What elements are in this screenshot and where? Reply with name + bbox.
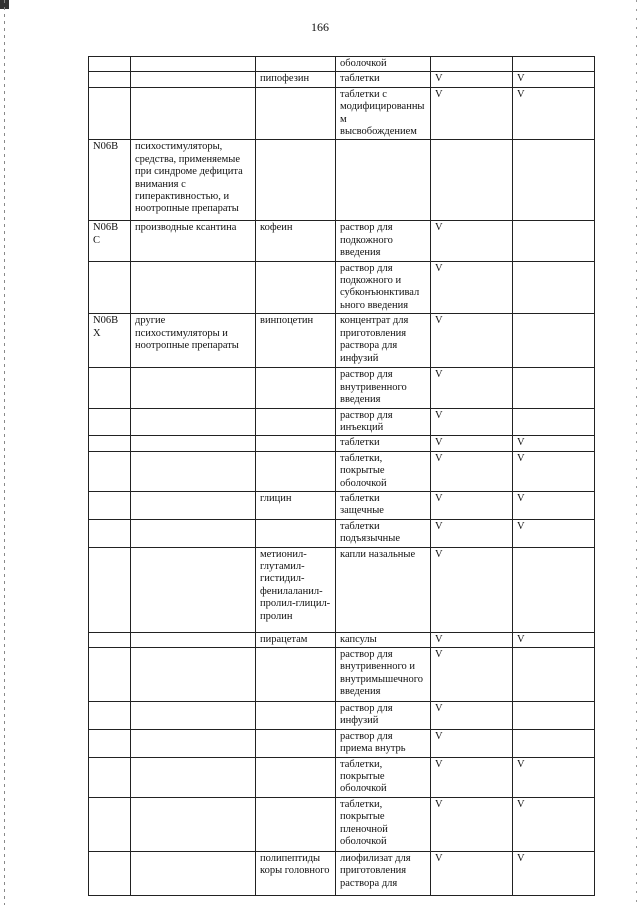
drug-name-cell bbox=[256, 647, 336, 701]
group-cell bbox=[131, 632, 256, 647]
mark-cell-5: V bbox=[431, 797, 513, 851]
dosage-form-cell: таблетки bbox=[336, 72, 431, 87]
drug-name-cell bbox=[256, 797, 336, 851]
mark-cell-6 bbox=[513, 647, 595, 701]
dosage-form-cell: таблетки bbox=[336, 436, 431, 451]
atc-code-cell: N06B bbox=[89, 140, 131, 221]
mark-cell-5: V bbox=[431, 519, 513, 547]
mark-cell-5: V bbox=[431, 261, 513, 314]
dosage-form-cell: раствор для подкожного введения bbox=[336, 221, 431, 261]
drug-name-cell: полипептиды коры головного bbox=[256, 851, 336, 895]
mark-cell-5: V bbox=[431, 491, 513, 519]
atc-code-cell bbox=[89, 436, 131, 451]
drug-name-cell bbox=[256, 140, 336, 221]
mark-cell-5: V bbox=[431, 757, 513, 797]
dosage-form-cell: лиофилизат для приготовления раствора для bbox=[336, 851, 431, 895]
drug-name-cell bbox=[256, 87, 336, 140]
group-cell bbox=[131, 451, 256, 491]
mark-cell-6: V bbox=[513, 632, 595, 647]
mark-cell-5: V bbox=[431, 72, 513, 87]
mark-cell-5: V bbox=[431, 368, 513, 408]
group-cell bbox=[131, 797, 256, 851]
drug-name-cell bbox=[256, 701, 336, 729]
table-row bbox=[89, 491, 595, 519]
mark-cell-6 bbox=[513, 314, 595, 368]
drug-name-cell: винпоцетин bbox=[256, 314, 336, 368]
drug-name-cell bbox=[256, 261, 336, 314]
atc-code-cell bbox=[89, 757, 131, 797]
mark-cell-5: V bbox=[431, 729, 513, 757]
mark-cell-5: V bbox=[431, 632, 513, 647]
group-cell bbox=[131, 729, 256, 757]
drug-name-cell bbox=[256, 408, 336, 436]
table-row bbox=[89, 368, 595, 408]
group-cell bbox=[131, 72, 256, 87]
mark-cell-5: V bbox=[431, 436, 513, 451]
group-cell bbox=[131, 491, 256, 519]
table-row bbox=[89, 701, 595, 729]
group-cell bbox=[131, 519, 256, 547]
group-cell bbox=[131, 701, 256, 729]
page-number: 166 bbox=[311, 20, 329, 34]
atc-code-cell bbox=[89, 547, 131, 632]
mark-cell-5: V bbox=[431, 408, 513, 436]
drug-name-cell: пипофезин bbox=[256, 72, 336, 87]
mark-cell-5: V bbox=[431, 87, 513, 140]
group-cell: психостимуляторы, средства, применяемые при синдроме дефицита внимания с гиперактивностью, и ноотропные препараты bbox=[131, 140, 256, 221]
atc-code-cell bbox=[89, 519, 131, 547]
table-row bbox=[89, 647, 595, 701]
atc-code-cell bbox=[89, 451, 131, 491]
atc-code-cell: N06B X bbox=[89, 314, 131, 368]
mark-cell-6 bbox=[513, 701, 595, 729]
mark-cell-6 bbox=[513, 261, 595, 314]
drug-name-cell bbox=[256, 436, 336, 451]
mark-cell-6 bbox=[513, 140, 595, 221]
table-row bbox=[89, 261, 595, 314]
mark-cell-6 bbox=[513, 408, 595, 436]
group-cell bbox=[131, 57, 256, 72]
table-row bbox=[89, 436, 595, 451]
table-row bbox=[89, 851, 595, 895]
group-cell bbox=[131, 851, 256, 895]
table-row bbox=[89, 632, 595, 647]
drug-name-cell bbox=[256, 368, 336, 408]
atc-code-cell bbox=[89, 797, 131, 851]
drug-name-cell: глицин bbox=[256, 491, 336, 519]
atc-code-cell: N06B C bbox=[89, 221, 131, 261]
mark-cell-5: V bbox=[431, 451, 513, 491]
group-cell bbox=[131, 261, 256, 314]
dosage-form-cell: таблетки подъязычные bbox=[336, 519, 431, 547]
scan-edge-right bbox=[636, 0, 637, 905]
dosage-form-cell: раствор для инфузий bbox=[336, 701, 431, 729]
table-row bbox=[89, 314, 595, 368]
drug-name-cell bbox=[256, 757, 336, 797]
mark-cell-5 bbox=[431, 57, 513, 72]
group-cell bbox=[131, 436, 256, 451]
dosage-form-cell bbox=[336, 140, 431, 221]
dosage-form-cell: капли назальные bbox=[336, 547, 431, 632]
table-row bbox=[89, 221, 595, 261]
table-row bbox=[89, 757, 595, 797]
dosage-form-cell: раствор для внутривенного введения bbox=[336, 368, 431, 408]
mark-cell-6: V bbox=[513, 851, 595, 895]
mark-cell-6 bbox=[513, 368, 595, 408]
atc-code-cell bbox=[89, 408, 131, 436]
table-row bbox=[89, 797, 595, 851]
dosage-form-cell: таблетки с модифицированны м высвобождением bbox=[336, 87, 431, 140]
atc-code-cell bbox=[89, 261, 131, 314]
group-cell bbox=[131, 547, 256, 632]
table-row bbox=[89, 72, 595, 87]
mark-cell-5 bbox=[431, 140, 513, 221]
atc-code-cell bbox=[89, 87, 131, 140]
mark-cell-6: V bbox=[513, 72, 595, 87]
group-cell bbox=[131, 87, 256, 140]
dosage-form-cell: таблетки, покрытые оболочкой bbox=[336, 757, 431, 797]
mark-cell-6: V bbox=[513, 757, 595, 797]
mark-cell-6: V bbox=[513, 87, 595, 140]
table-row bbox=[89, 408, 595, 436]
drug-name-cell: пирацетам bbox=[256, 632, 336, 647]
dosage-form-cell: раствор для подкожного и субконъюнктивал ьного введения bbox=[336, 261, 431, 314]
table-row bbox=[89, 451, 595, 491]
group-cell bbox=[131, 368, 256, 408]
mark-cell-6 bbox=[513, 729, 595, 757]
mark-cell-6: V bbox=[513, 451, 595, 491]
mark-cell-5: V bbox=[431, 851, 513, 895]
mark-cell-6 bbox=[513, 547, 595, 632]
group-cell: производные ксантина bbox=[131, 221, 256, 261]
mark-cell-5: V bbox=[431, 647, 513, 701]
atc-code-cell bbox=[89, 632, 131, 647]
mark-cell-6: V bbox=[513, 797, 595, 851]
drug-name-cell bbox=[256, 57, 336, 72]
atc-code-cell bbox=[89, 729, 131, 757]
dosage-form-cell: оболочкой bbox=[336, 57, 431, 72]
table-row bbox=[89, 87, 595, 140]
dosage-form-cell: концентрат для приготовления раствора для инфузий bbox=[336, 314, 431, 368]
mark-cell-5: V bbox=[431, 314, 513, 368]
drug-name-cell bbox=[256, 519, 336, 547]
table-row bbox=[89, 729, 595, 757]
mark-cell-5: V bbox=[431, 547, 513, 632]
mark-cell-5: V bbox=[431, 221, 513, 261]
dosage-form-cell: раствор для приема внутрь bbox=[336, 729, 431, 757]
atc-code-cell bbox=[89, 368, 131, 408]
atc-code-cell bbox=[89, 57, 131, 72]
atc-code-cell bbox=[89, 701, 131, 729]
table-row bbox=[89, 140, 595, 221]
table-row bbox=[89, 57, 595, 72]
group-cell bbox=[131, 408, 256, 436]
atc-code-cell bbox=[89, 72, 131, 87]
dosage-form-cell: таблетки, покрытые пленочной оболочкой bbox=[336, 797, 431, 851]
dosage-form-cell: таблетки, покрытые оболочкой bbox=[336, 451, 431, 491]
drug-name-cell bbox=[256, 729, 336, 757]
group-cell: другие психостимуляторы и ноотропные препараты bbox=[131, 314, 256, 368]
mark-cell-5: V bbox=[431, 701, 513, 729]
mark-cell-6 bbox=[513, 221, 595, 261]
mark-cell-6: V bbox=[513, 519, 595, 547]
group-cell bbox=[131, 757, 256, 797]
drug-table bbox=[88, 56, 595, 896]
drug-name-cell: метионил-глутамил-гистидил-фенилаланил-пролил-глицил-пролин bbox=[256, 547, 336, 632]
dosage-form-cell: капсулы bbox=[336, 632, 431, 647]
dosage-form-cell: таблетки защечные bbox=[336, 491, 431, 519]
dosage-form-cell: раствор для инъекций bbox=[336, 408, 431, 436]
mark-cell-6 bbox=[513, 57, 595, 72]
scan-edge-left bbox=[4, 0, 5, 905]
group-cell bbox=[131, 647, 256, 701]
dosage-form-cell: раствор для внутривенного и внутримышечного введения bbox=[336, 647, 431, 701]
atc-code-cell bbox=[89, 491, 131, 519]
drug-name-cell: кофеин bbox=[256, 221, 336, 261]
drug-name-cell bbox=[256, 451, 336, 491]
table-row bbox=[89, 519, 595, 547]
atc-code-cell bbox=[89, 647, 131, 701]
mark-cell-6: V bbox=[513, 491, 595, 519]
mark-cell-6: V bbox=[513, 436, 595, 451]
atc-code-cell bbox=[89, 851, 131, 895]
table-row bbox=[89, 547, 595, 632]
